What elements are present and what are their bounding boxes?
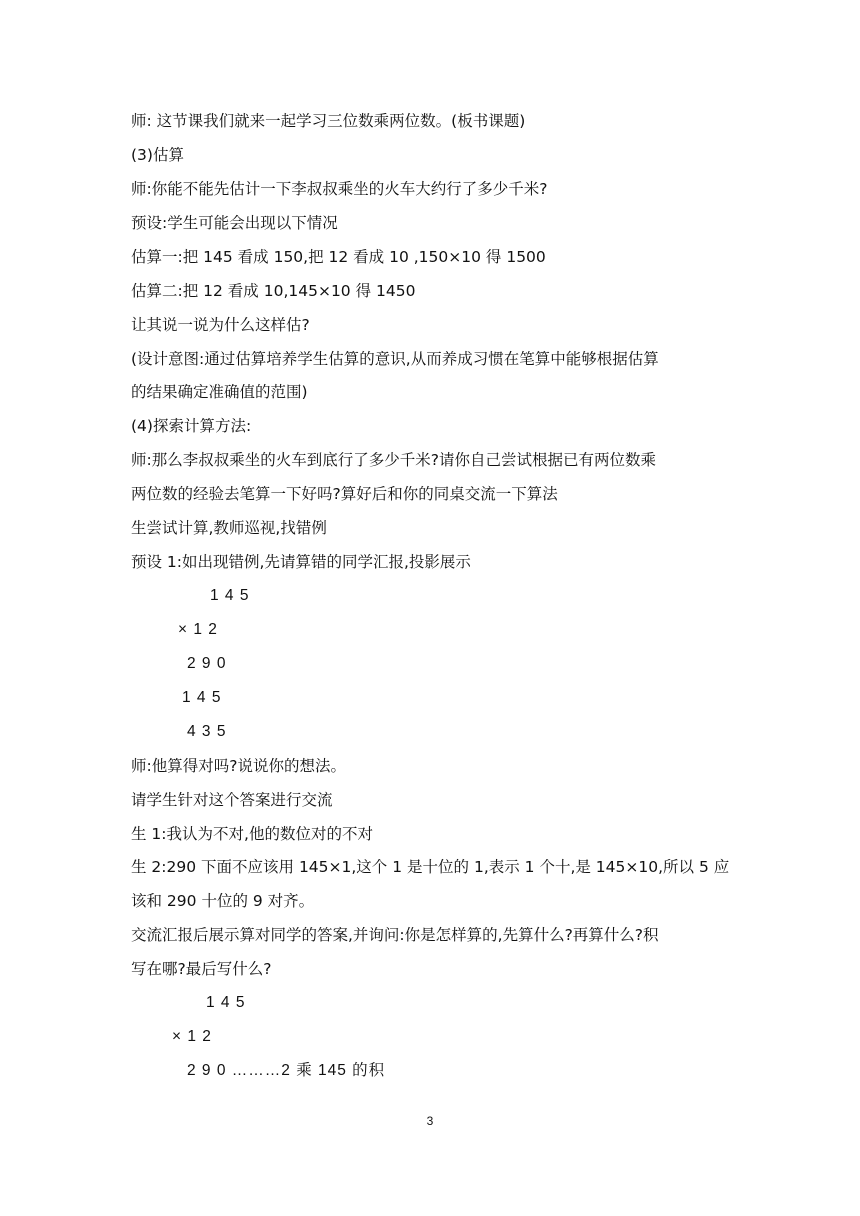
text-line: 让其说一说为什么这样估?: [131, 316, 310, 334]
text-line: 师: 这节课我们就来一起学习三位数乘两位数。(板书课题): [131, 112, 526, 130]
text-line: 师:他算得对吗?说说你的想法。: [131, 757, 346, 775]
text-line: 预设 1:如出现错例,先请算错的同学汇报,投影展示: [131, 553, 471, 571]
text-line: 两位数的经验去笔算一下好吗?算好后和你的同桌交流一下算法: [131, 485, 558, 503]
text-line: 估算二:把 12 看成 10,145×10 得 1450: [131, 282, 416, 300]
text-line: 该和 290 十位的 9 对齐。: [131, 892, 315, 910]
text-line: 的结果确定准确值的范围): [131, 383, 308, 401]
text-line: 预设:学生可能会出现以下情况: [131, 214, 338, 232]
text-line: 写在哪?最后写什么?: [131, 960, 272, 978]
text-line: 请学生针对这个答案进行交流: [131, 791, 333, 809]
text-line: 师:那么李叔叔乘坐的火车到底行了多少千米?请你自己尝试根据已有两位数乘: [131, 451, 656, 469]
text-line: 交流汇报后展示算对同学的答案,并询问:你是怎样算的,先算什么?再算什么?积: [131, 926, 659, 944]
calc-line: 1 4 5: [182, 689, 222, 706]
calc-line: 2 9 0: [187, 655, 227, 672]
text-line: (4)探索计算方法:: [131, 417, 252, 435]
calc-line: 4 3 5: [187, 723, 227, 740]
text-line: 生 1:我认为不对,他的数位对的不对: [131, 825, 373, 843]
text-line: (3)估算: [131, 146, 184, 164]
text-line: (设计意图:通过估算培养学生估算的意识,从而养成习惯在笔算中能够根据估算: [131, 350, 659, 368]
text-line: 生尝试计算,教师巡视,找错例: [131, 519, 327, 537]
calc-line: 1 4 5: [210, 587, 250, 604]
text-line: 生 2:290 下面不应该用 145×1,这个 1 是十位的 1,表示 1 个十,是 145×10,所以 5 应: [131, 858, 730, 876]
calc-line: × 1 2: [178, 621, 218, 638]
calc-line: 1 4 5: [206, 994, 246, 1011]
text-line: 师:你能不能先估计一下李叔叔乘坐的火车大约行了多少千米?: [131, 180, 548, 198]
calc-line: 2 9 0 ………2 乘 145 的积: [187, 1062, 386, 1079]
text-line: 估算一:把 145 看成 150,把 12 看成 10 ,150×10 得 1500: [131, 248, 546, 266]
page-number: 3: [426, 1114, 434, 1128]
calc-line: × 1 2: [172, 1028, 212, 1045]
